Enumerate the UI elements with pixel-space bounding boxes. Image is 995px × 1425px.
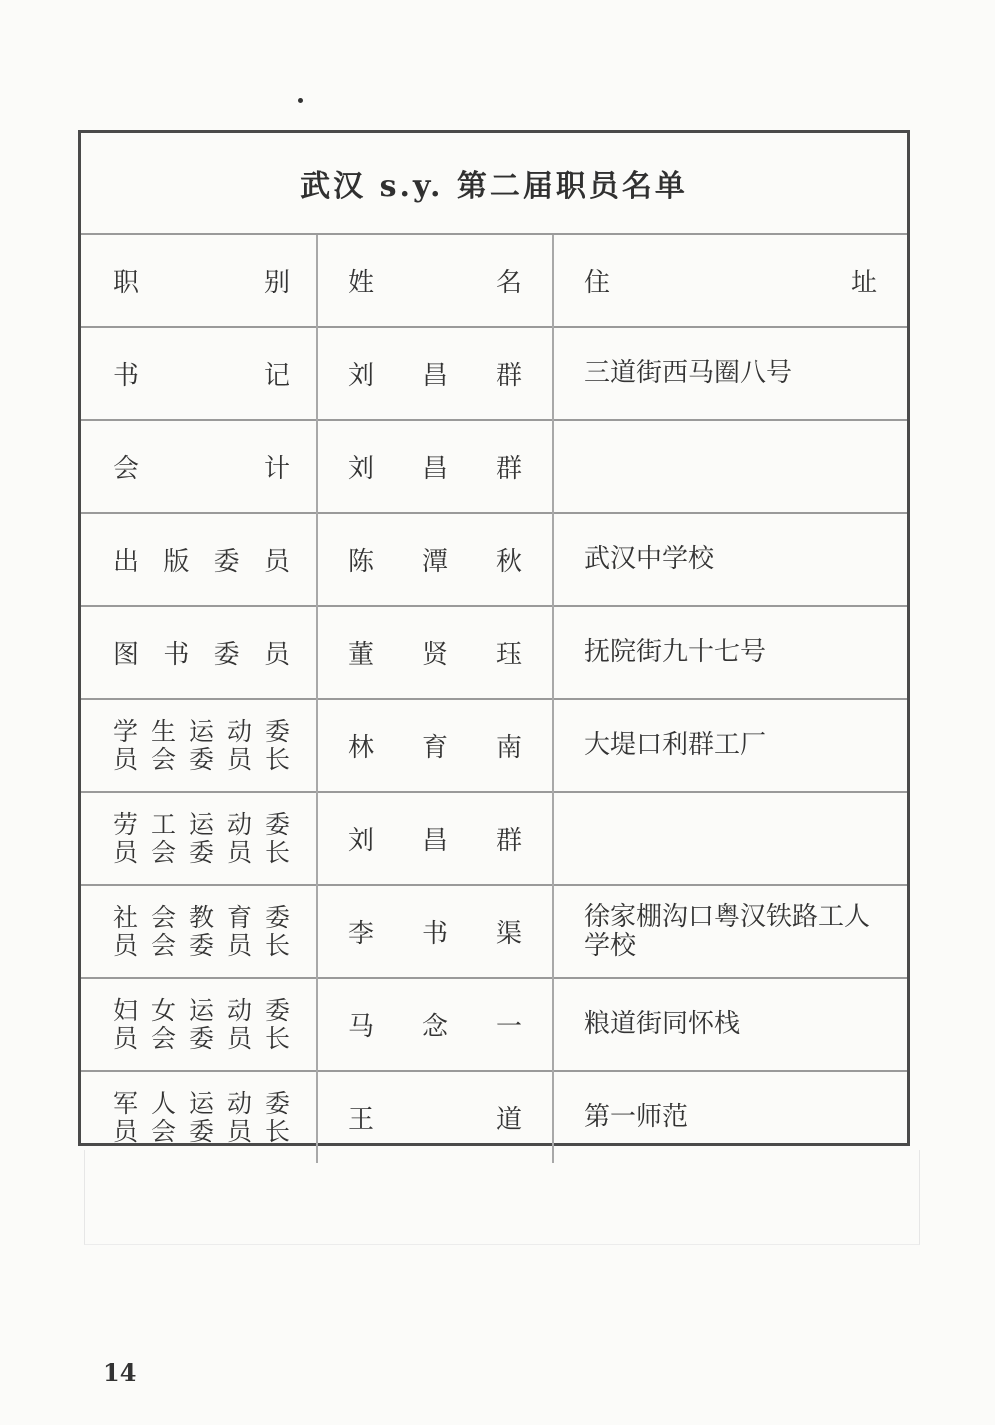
- name-cell: [317, 792, 553, 885]
- roster-table-frame: [78, 130, 910, 1146]
- name-cell: [317, 885, 553, 978]
- person-name: 马 念 一: [348, 1012, 522, 1042]
- person-name: 林 育 南: [348, 733, 522, 763]
- role-label: [81, 997, 316, 1053]
- table-row: [81, 327, 907, 420]
- role-cell: [81, 978, 317, 1071]
- role-cell: [81, 792, 317, 885]
- role-label-line: 劳 工 运 动 委: [113, 809, 290, 839]
- column-header: [317, 234, 553, 327]
- address-text: 徐家棚沟口粤汉铁路工人学校: [584, 901, 871, 961]
- role-label: [81, 1090, 316, 1146]
- person-name: 陈 潭 秋: [348, 547, 522, 577]
- person-name: 刘 昌 群: [348, 361, 522, 391]
- column-header: [553, 234, 907, 327]
- name-cell: [317, 978, 553, 1071]
- address-text: 三道街西马圈八号: [584, 358, 793, 388]
- address-text: 第一师范: [584, 1102, 689, 1132]
- person-name: 王 道: [348, 1105, 522, 1135]
- role-label-line: 员 会 委 员 长: [113, 744, 290, 774]
- name-cell: [317, 420, 553, 513]
- name-cell: [317, 606, 553, 699]
- role-label-line: 学 生 运 动 委: [113, 716, 290, 746]
- address-cell: [553, 885, 907, 978]
- role-label-line: 妇 女 运 动 委: [113, 995, 290, 1025]
- address-cell: [553, 978, 907, 1071]
- table-row: [81, 513, 907, 606]
- role-label-line: 员 会 委 员 长: [113, 837, 290, 867]
- role-label: 会 计: [113, 454, 290, 484]
- role-label: [81, 811, 316, 867]
- address-cell: [553, 420, 907, 513]
- role-cell: [81, 513, 317, 606]
- role-cell: [81, 327, 317, 420]
- roster-table: [81, 233, 907, 1163]
- role-label-line: 军 人 运 动 委: [113, 1088, 290, 1118]
- table-header-row: [81, 234, 907, 327]
- address-text: 抚院街九十七号: [584, 637, 767, 667]
- column-header-label: 职 别: [113, 268, 290, 298]
- name-cell: [317, 699, 553, 792]
- ink-dot: [298, 98, 303, 103]
- role-label-line: 员 会 委 员 长: [113, 930, 290, 960]
- table-row: [81, 420, 907, 513]
- table-row: [81, 792, 907, 885]
- person-name: 李 书 渠: [348, 919, 522, 949]
- role-label: 书 记: [113, 361, 290, 391]
- address-cell: [553, 513, 907, 606]
- table-row: [81, 606, 907, 699]
- address-text: 大堤口利群工厂: [584, 730, 767, 760]
- role-cell: [81, 885, 317, 978]
- role-label-line: 员 会 委 员 长: [113, 1116, 290, 1146]
- role-cell: [81, 699, 317, 792]
- name-cell: [317, 327, 553, 420]
- role-cell: [81, 420, 317, 513]
- address-text: 粮道街同怀栈: [584, 1009, 741, 1039]
- role-label: [81, 904, 316, 960]
- name-cell: [317, 513, 553, 606]
- page-title: 武汉 s.y. 第二届职员名单: [300, 169, 688, 204]
- table-row: [81, 978, 907, 1071]
- table-row: [81, 885, 907, 978]
- column-header-label: 姓 名: [348, 268, 522, 298]
- role-label: 图 书 委 员: [113, 640, 290, 670]
- role-label: [81, 718, 316, 774]
- role-label-line: 员 会 委 员 长: [113, 1023, 290, 1053]
- column-header-label: 住 址: [584, 268, 877, 298]
- address-cell: [553, 606, 907, 699]
- page-number: 14: [103, 1358, 137, 1387]
- person-name: 董 贤 珏: [348, 640, 522, 670]
- person-name: 刘 昌 群: [348, 454, 522, 484]
- role-cell: [81, 606, 317, 699]
- address-text: 武汉中学校: [584, 544, 715, 574]
- role-label-line: 社 会 教 育 委: [113, 902, 290, 932]
- person-name: 刘 昌 群: [348, 826, 522, 856]
- address-cell: [553, 792, 907, 885]
- address-cell: [553, 327, 907, 420]
- bleed-through-frame: [84, 1150, 920, 1245]
- role-label: 出 版 委 员: [113, 547, 290, 577]
- address-cell: [553, 699, 907, 792]
- column-header: [81, 234, 317, 327]
- table-row: [81, 699, 907, 792]
